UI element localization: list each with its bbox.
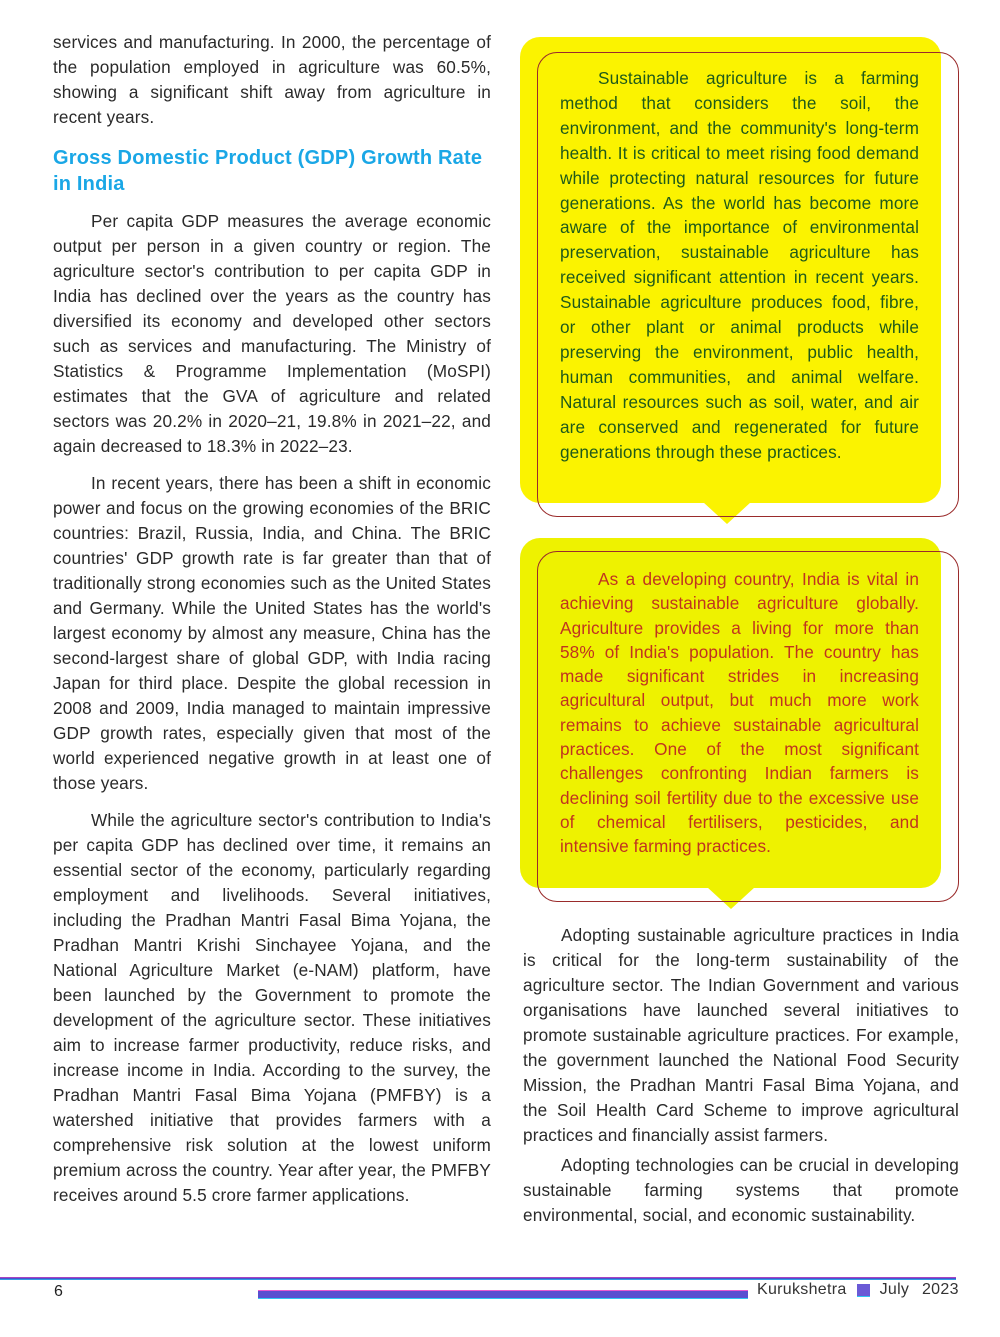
- issue-month: July: [879, 1281, 910, 1298]
- footer-masthead: [757, 1281, 959, 1299]
- magazine-name: Kurukshetra: [757, 1281, 847, 1298]
- intro-paragraph: services and manufacturing. In 2000, the percentage of the population employed in agriculture was 60.5%, showing a significant shift away from agriculture in recent years.: [53, 32, 491, 127]
- left-column: [53, 30, 491, 1208]
- footer-rule: [0, 1277, 956, 1280]
- callout-text: Sustainable agriculture is a farming method that considers the soil, the environment, and the community's long-term health. It is critical to meet rising food demand while protecting natural resources for future generations. As the world has become more aware of the importance of environmental preservation, sustainable agriculture has received significant attention in recent years. Sustainable agriculture produces food, fibre, or other plant or animal products while preserving the environment, public health, human communities, and animal welfare. Natural resources such as soil, water, and air are conserved and regenerated for future generations through these practices.: [560, 68, 919, 462]
- body-paragraph: While the agriculture sector's contribution to India's per capita GDP has declined over time, it remains an essential sector of the economy, particularly regarding employment and livelihoods. Several initiatives, including the Pradhan Mantri Fasal Bima Yojana, the Pradhan Mantri Krishi Sinchayee Yojana, and the National Agriculture Market (e-NAM) platform, have been launched by the Government to promote the development of the agriculture sector. These initiatives aim to increase farmer productivity, reduce risks, and increase income in India. According to the survey, the Pradhan Mantri Fasal Bima Yojana (PMFBY) is a watershed initiative that provides farmers with a comprehensive risk solution at the lowest uniform premium across the country. Year after year, the PMFBY receives around 5.5 crore farmer applications.: [53, 810, 491, 1205]
- issue-year: 2023: [921, 1281, 959, 1298]
- issue-date: [880, 1281, 959, 1299]
- section-heading: Gross Domestic Product (GDP) Growth Rate in India: [53, 147, 483, 195]
- body-paragraph: Per capita GDP measures the average economic output per person in a given country or region. The agriculture sector's contribution to per capita GDP in India has declined over the years as the country has diversified its economy and developed other sectors such as services and manufacturing. The Ministry of Statistics & Programme Implementation (MoSPI) estimates that the GVA of agriculture and related sectors was 20.2% in 2020–21, 19.8% in 2021–22, and again decreased to 18.3% in 2022–23.: [53, 211, 491, 456]
- square-bullet-icon: [857, 1284, 870, 1297]
- body-paragraph: In recent years, there has been a shift in economic power and focus on the growing economies of the BRIC countries: Brazil, Russia, India, and China. The BRIC countries' GDP growth rate is far greater than that of traditionally strong economies such as the United States and Germany. While the United States has the world's largest economy by almost any measure, China has the second-largest share of global GDP, with India racing Japan for third place. Despite the global recession in 2008 and 2009, India managed to maintain impressive GDP growth rates, especially given that most of the world experienced negative growth in at least one of those years.: [53, 473, 491, 793]
- body-paragraph: Adopting technologies can be crucial in developing sustainable farming systems that promote environmental, social, and economic sustainability.: [523, 1155, 959, 1225]
- page-number: 6: [54, 1283, 63, 1300]
- body-paragraph: Adopting sustainable agriculture practices in India is critical for the long-term sustainability of the agriculture sector. The Indian Government and various organisations have launched several initiatives to promote sustainable agriculture practices. For example, the government launched the National Food Security Mission, the Pradhan Mantri Fasal Bima Yojana, and the Soil Health Card Scheme to improve agricultural practices and financially assist farmers.: [523, 925, 959, 1145]
- callout-text: As a developing country, India is vital in achieving sustainable agriculture globally. Agriculture provides a living for more than 58% of India's population. The country has made significant strides in increasing agricultural output, but much more work remains to achieve sustainable agricultural practices. One of the most significant challenges confronting Indian farmers is declining soil fertility due to the excessive use of chemical fertilisers, pesticides, and intensive farming practices.: [560, 569, 919, 857]
- footer-accent-bar: [258, 1290, 748, 1299]
